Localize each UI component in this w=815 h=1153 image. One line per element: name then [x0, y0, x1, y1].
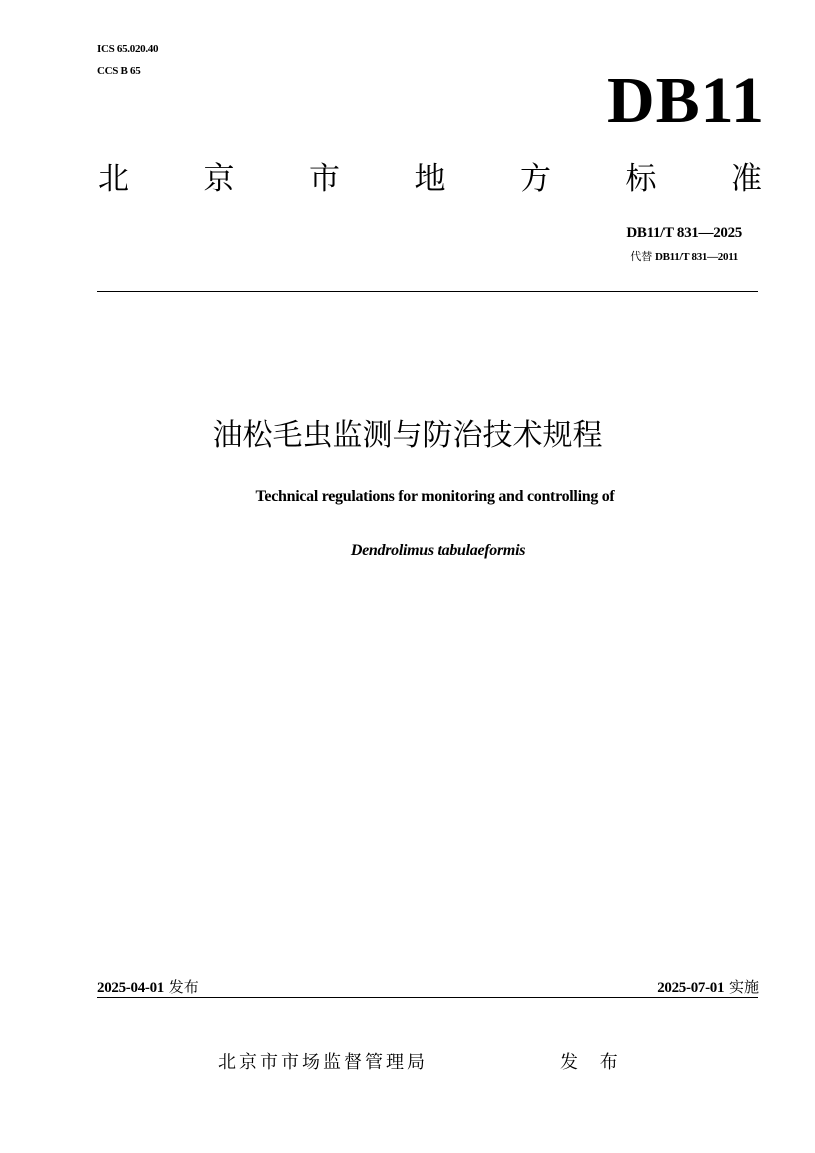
heading-char: 市 — [309, 161, 340, 197]
implement-date-line — [657, 977, 759, 998]
title-chinese: 油松毛虫监测与防治技术规程 — [212, 418, 603, 453]
heading-char: 北 — [98, 161, 129, 197]
replaces-number: DB11/T 831—2011 — [654, 251, 738, 263]
implement-label: 实施 — [728, 978, 759, 996]
ccs-code: CCS B 65 — [97, 65, 141, 77]
title-english-line2: Dendrolimus tabulaeformis — [350, 542, 526, 559]
replaces-label: 代替 — [630, 250, 653, 263]
ics-code: ICS 65.020.40 — [97, 43, 159, 55]
standard-number: DB11/T 831—2025 — [626, 225, 742, 241]
db11-logo: DB11 — [606, 64, 765, 137]
implement-date: 2025-07-01 — [657, 980, 725, 996]
issue-word: 发 布 — [560, 1052, 626, 1073]
heading-char: 地 — [414, 161, 446, 197]
publish-date: 2025-04-01 — [97, 980, 164, 996]
heading-char: 准 — [731, 161, 762, 197]
issuing-authority: 北京市市场监督管理局 — [218, 1052, 428, 1073]
heading-char: 方 — [520, 161, 551, 197]
heading-char: 标 — [625, 161, 657, 197]
title-english-line1: Technical regulations for monitoring and controlling of — [255, 488, 615, 505]
heading-char: 京 — [203, 161, 235, 197]
local-standard-heading — [98, 158, 762, 200]
publish-label: 发布 — [168, 978, 199, 996]
publish-date-line — [97, 977, 199, 998]
top-divider — [97, 291, 758, 292]
replaces-line — [630, 249, 738, 265]
bottom-divider — [97, 997, 758, 998]
